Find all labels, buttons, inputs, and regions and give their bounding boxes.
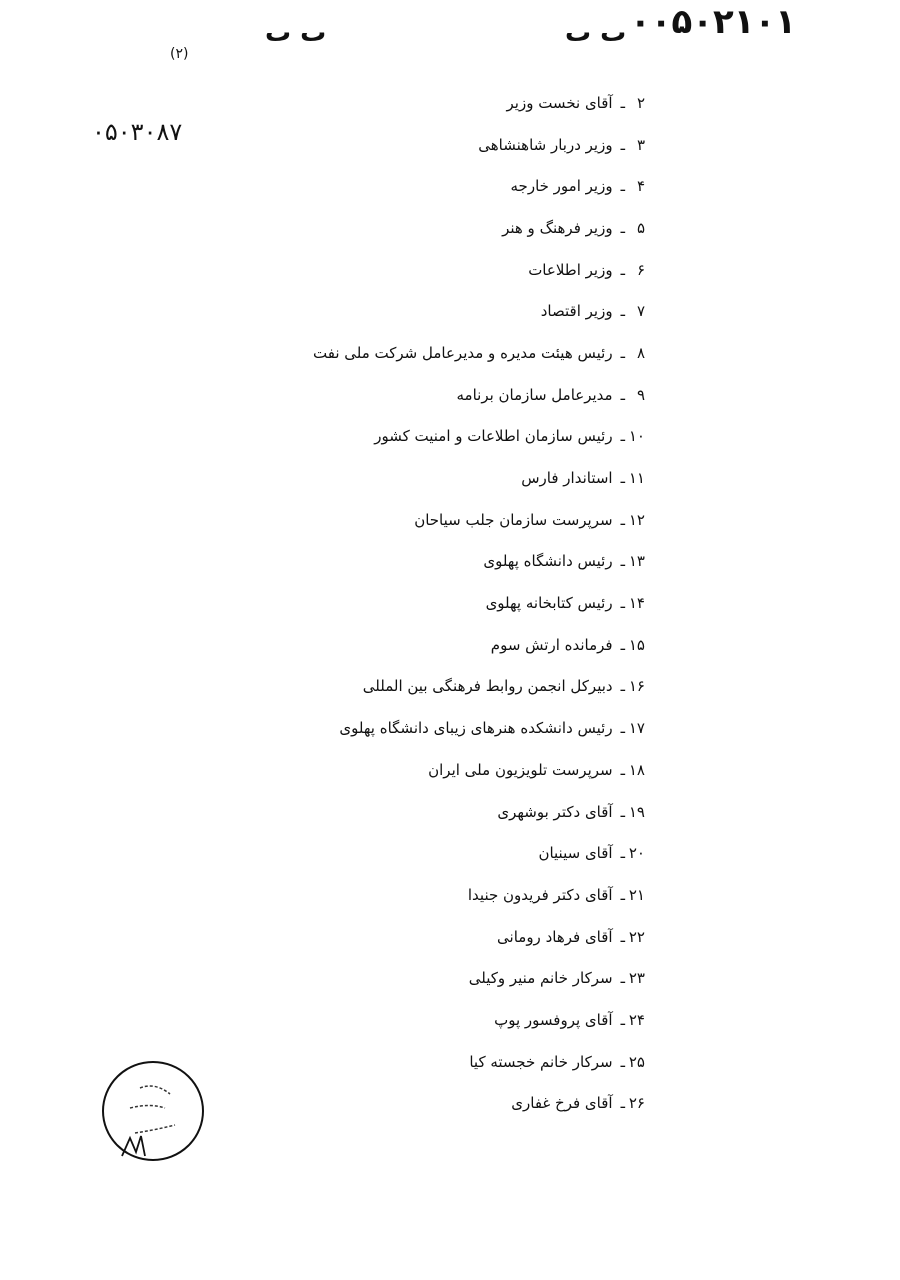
- item-text: دبیرکل انجمن روابط فرهنگی بین المللی: [362, 677, 613, 696]
- item-number: ۲۱: [628, 885, 645, 904]
- item-dash: ـ: [620, 885, 625, 904]
- list-item: [225, 165, 645, 207]
- item-dash: ـ: [620, 177, 625, 196]
- list-item: [225, 541, 645, 583]
- item-text: رئیس دانشگاه پهلوی: [483, 552, 613, 571]
- list-item: [225, 999, 645, 1041]
- item-text: سرکار خانم منیر وکیلی: [468, 969, 613, 988]
- punch-mark: ٮ ٮ: [565, 18, 627, 48]
- item-dash: ـ: [620, 969, 625, 988]
- item-text: آقای دکتر بوشهری: [497, 802, 613, 821]
- item-dash: ـ: [620, 1052, 625, 1071]
- item-number: ۲۴: [628, 1010, 645, 1029]
- list-item: [225, 916, 645, 958]
- list-item: [225, 1041, 645, 1083]
- item-dash: ـ: [620, 93, 625, 112]
- item-dash: ـ: [620, 427, 625, 446]
- list-item: [225, 124, 645, 166]
- item-text: سرپرست سازمان جلب سیاحان: [414, 510, 613, 529]
- item-text: آقای فرهاد رومانی: [497, 927, 613, 946]
- item-dash: ـ: [620, 719, 625, 738]
- item-dash: ـ: [620, 260, 625, 279]
- item-number: ۱۷: [628, 719, 645, 738]
- list-item: [225, 332, 645, 374]
- item-dash: ـ: [620, 677, 625, 696]
- item-number: ۹: [636, 385, 645, 404]
- item-text: آقای سینیان: [538, 844, 613, 863]
- list-item: [225, 416, 645, 458]
- page-number: (۲): [170, 46, 189, 62]
- seal-stamp-icon: [100, 1058, 206, 1164]
- item-text: رئیس هیئت مدیره و مدیرعامل شرکت ملی نفت: [313, 343, 613, 362]
- recipient-list: [225, 82, 645, 1124]
- list-item: [225, 624, 645, 666]
- list-item: [225, 1083, 645, 1125]
- item-text: وزیر فرهنگ و هنر: [502, 218, 613, 237]
- item-dash: ـ: [620, 302, 625, 321]
- item-text: آقای دکتر فریدون جنیدا: [467, 885, 613, 904]
- punch-mark: ٮ ٮ: [265, 18, 327, 48]
- list-item: [225, 707, 645, 749]
- list-item: [225, 207, 645, 249]
- item-dash: ـ: [620, 927, 625, 946]
- item-text: آقای نخست وزیر: [506, 93, 613, 112]
- item-number: ۱۶: [628, 677, 645, 696]
- item-text: استاندار فارس: [521, 469, 613, 488]
- item-number: ۱۵: [628, 635, 645, 654]
- item-dash: ـ: [620, 760, 625, 779]
- item-text: وزیر اطلاعات: [528, 260, 613, 279]
- item-dash: ـ: [620, 343, 625, 362]
- item-dash: ـ: [620, 385, 625, 404]
- item-dash: ـ: [620, 844, 625, 863]
- list-item: [225, 791, 645, 833]
- list-item: [225, 249, 645, 291]
- list-item: [225, 874, 645, 916]
- item-number: ۸: [636, 343, 645, 362]
- list-item: [225, 374, 645, 416]
- item-number: ۲۰: [628, 844, 645, 863]
- item-number: ۶: [636, 260, 645, 279]
- item-number: ۱۸: [628, 760, 645, 779]
- item-number: ۱۱: [628, 469, 645, 488]
- list-item: [225, 832, 645, 874]
- item-text: رئیس کتابخانه پهلوی: [485, 594, 613, 613]
- item-number: ۳: [636, 135, 645, 154]
- item-number: ۲۳: [628, 969, 645, 988]
- item-dash: ـ: [620, 1010, 625, 1029]
- item-dash: ـ: [620, 469, 625, 488]
- list-item: [225, 957, 645, 999]
- item-number: ۱۴: [628, 594, 645, 613]
- item-number: ۴: [636, 177, 645, 196]
- item-text: وزیر اقتصاد: [540, 302, 613, 321]
- list-item: [225, 499, 645, 541]
- item-text: وزیر دربار شاهنشاهی: [478, 135, 613, 154]
- item-text: آقای پروفسور پوپ: [494, 1010, 613, 1029]
- list-item: [225, 457, 645, 499]
- item-number: ۱۹: [628, 802, 645, 821]
- item-dash: ـ: [620, 635, 625, 654]
- item-text: سرپرست تلویزیون ملی ایران: [428, 760, 613, 779]
- item-number: ۱۰: [628, 427, 645, 446]
- item-number: ۲۵: [628, 1052, 645, 1071]
- item-dash: ـ: [620, 218, 625, 237]
- item-number: ۲: [636, 93, 645, 112]
- item-text: رئیس دانشکده هنرهای زیبای دانشگاه پهلوی: [339, 719, 613, 738]
- item-text: آقای فرخ غفاری: [511, 1094, 613, 1113]
- document-number: ۰۰۵۰۲۱۰۱: [630, 2, 797, 42]
- list-item: [225, 290, 645, 332]
- item-dash: ـ: [620, 1094, 625, 1113]
- marginal-number: ۰۵۰۳۰۸۷: [92, 118, 183, 146]
- item-text: وزیر امور خارجه: [510, 177, 613, 196]
- item-text: رئیس سازمان اطلاعات و امنیت کشور: [374, 427, 613, 446]
- list-item: [225, 749, 645, 791]
- list-item: [225, 582, 645, 624]
- item-number: ۱۳: [628, 552, 645, 571]
- item-number: ۲۲: [628, 927, 645, 946]
- item-text: سرکار خانم خجسته کیا: [469, 1052, 613, 1071]
- item-dash: ـ: [620, 802, 625, 821]
- item-number: ۵: [636, 218, 645, 237]
- item-number: ۲۶: [628, 1094, 645, 1113]
- item-dash: ـ: [620, 135, 625, 154]
- item-text: فرمانده ارتش سوم: [490, 635, 613, 654]
- item-number: ۷: [636, 302, 645, 321]
- item-dash: ـ: [620, 594, 625, 613]
- list-item: [225, 82, 645, 124]
- item-number: ۱۲: [628, 510, 645, 529]
- item-text: مدیرعامل سازمان برنامه: [456, 385, 613, 404]
- item-dash: ـ: [620, 552, 625, 571]
- item-dash: ـ: [620, 510, 625, 529]
- list-item: [225, 666, 645, 708]
